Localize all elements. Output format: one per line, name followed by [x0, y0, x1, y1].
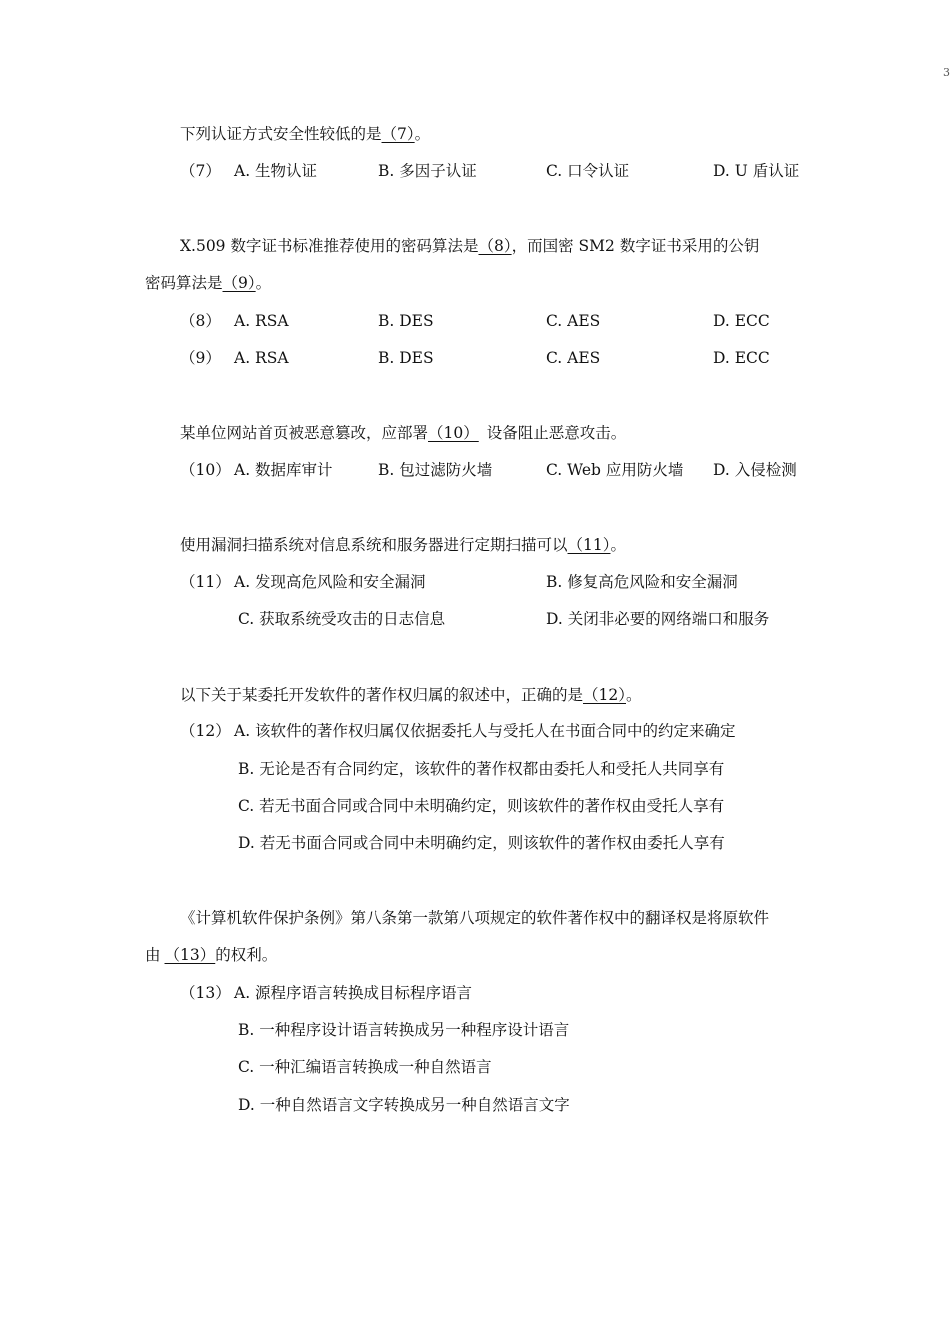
option-d: D. ECC [713, 349, 770, 367]
question-stem-continued: 密码算法是（9）。 [145, 274, 272, 292]
question-stem: 《计算机软件保护条例》第八条第一款第八项规定的软件著作权中的翻译权是将原软件 [180, 909, 770, 927]
question-number: （7） [180, 162, 221, 180]
answer-blank: （8） [478, 237, 512, 255]
question-number: （10） [180, 461, 231, 479]
option-row [0, 311, 950, 331]
page-corner-mark: 3 [943, 66, 950, 79]
option-c: C. 获取系统受攻击的日志信息 [238, 610, 446, 628]
question-number: （9） [180, 349, 221, 367]
option-d: D. 入侵检测 [713, 461, 797, 479]
answer-blank: （13） [164, 946, 216, 964]
option-c: C. Web 应用防火墙 [546, 461, 684, 479]
question-stem: 以下关于某委托开发软件的著作权归属的叙述中，正确的是（12）。 [180, 686, 642, 704]
option-row [0, 460, 950, 480]
answer-blank: （7） [381, 125, 415, 143]
option-d: D. ECC [713, 312, 770, 330]
answer-blank: （9） [222, 274, 256, 292]
option-row [0, 572, 950, 592]
option-c: C. AES [546, 312, 601, 330]
option-c: C. 口令认证 [546, 162, 630, 180]
answer-blank: （11） [567, 536, 611, 554]
option-b: B. DES [378, 312, 434, 330]
answer-blank: （12） [583, 686, 626, 704]
question-stem: X.509 数字证书标准推荐使用的密码算法是（8），而国密 SM2 数字证书采用的公钥 [180, 237, 760, 255]
option-b: B. 多因子认证 [378, 162, 477, 180]
question-number: （8） [180, 312, 221, 330]
option-row [0, 161, 950, 181]
option-b: B. 修复高危风险和安全漏洞 [546, 573, 738, 591]
option-a: A. 发现高危风险和安全漏洞 [234, 573, 426, 591]
option-a: A. 该软件的著作权归属仅依据委托人与受托人在书面合同中的约定来确定 [234, 722, 736, 740]
option-d: D. U 盾认证 [713, 162, 800, 180]
option-d: D. 关闭非必要的网络端口和服务 [546, 610, 770, 628]
option-b: B. 包过滤防火墙 [378, 461, 493, 479]
option-c: C. 若无书面合同或合同中未明确约定，则该软件的著作权由受托人享有 [238, 797, 725, 815]
question-stem: 下列认证方式安全性较低的是（7）。 [180, 125, 431, 143]
question-number: （13） [180, 984, 231, 1002]
option-b: B. 无论是否有合同约定，该软件的著作权都由委托人和受托人共同享有 [238, 760, 725, 778]
option-a: A. 数据库审计 [234, 461, 333, 479]
option-a: A. 生物认证 [234, 162, 318, 180]
question-number: （11） [180, 573, 231, 591]
option-d: D. 一种自然语言文字转换成另一种自然语言文字 [238, 1096, 570, 1114]
option-row [0, 609, 950, 629]
option-a: A. 源程序语言转换成目标程序语言 [234, 984, 473, 1002]
option-a: A. RSA [234, 312, 289, 330]
option-row [0, 348, 950, 368]
answer-blank: （10） [428, 424, 479, 442]
option-a: A. RSA [234, 349, 289, 367]
option-c: C. 一种汇编语言转换成一种自然语言 [238, 1058, 492, 1076]
question-stem: 某单位网站首页被恶意篡改，应部署（10） 设备阻止恶意攻击。 [180, 424, 627, 442]
option-row [0, 721, 950, 741]
question-number: （12） [180, 722, 231, 740]
option-b: B. 一种程序设计语言转换成另一种程序设计语言 [238, 1021, 570, 1039]
option-b: B. DES [378, 349, 434, 367]
option-d: D. 若无书面合同或合同中未明确约定，则该软件的著作权由委托人享有 [238, 834, 725, 852]
option-c: C. AES [546, 349, 601, 367]
question-stem-continued: 由 （13）的权利。 [145, 946, 278, 964]
option-row [0, 983, 950, 1003]
question-stem: 使用漏洞扫描系统对信息系统和服务器进行定期扫描可以（11）。 [180, 536, 627, 554]
